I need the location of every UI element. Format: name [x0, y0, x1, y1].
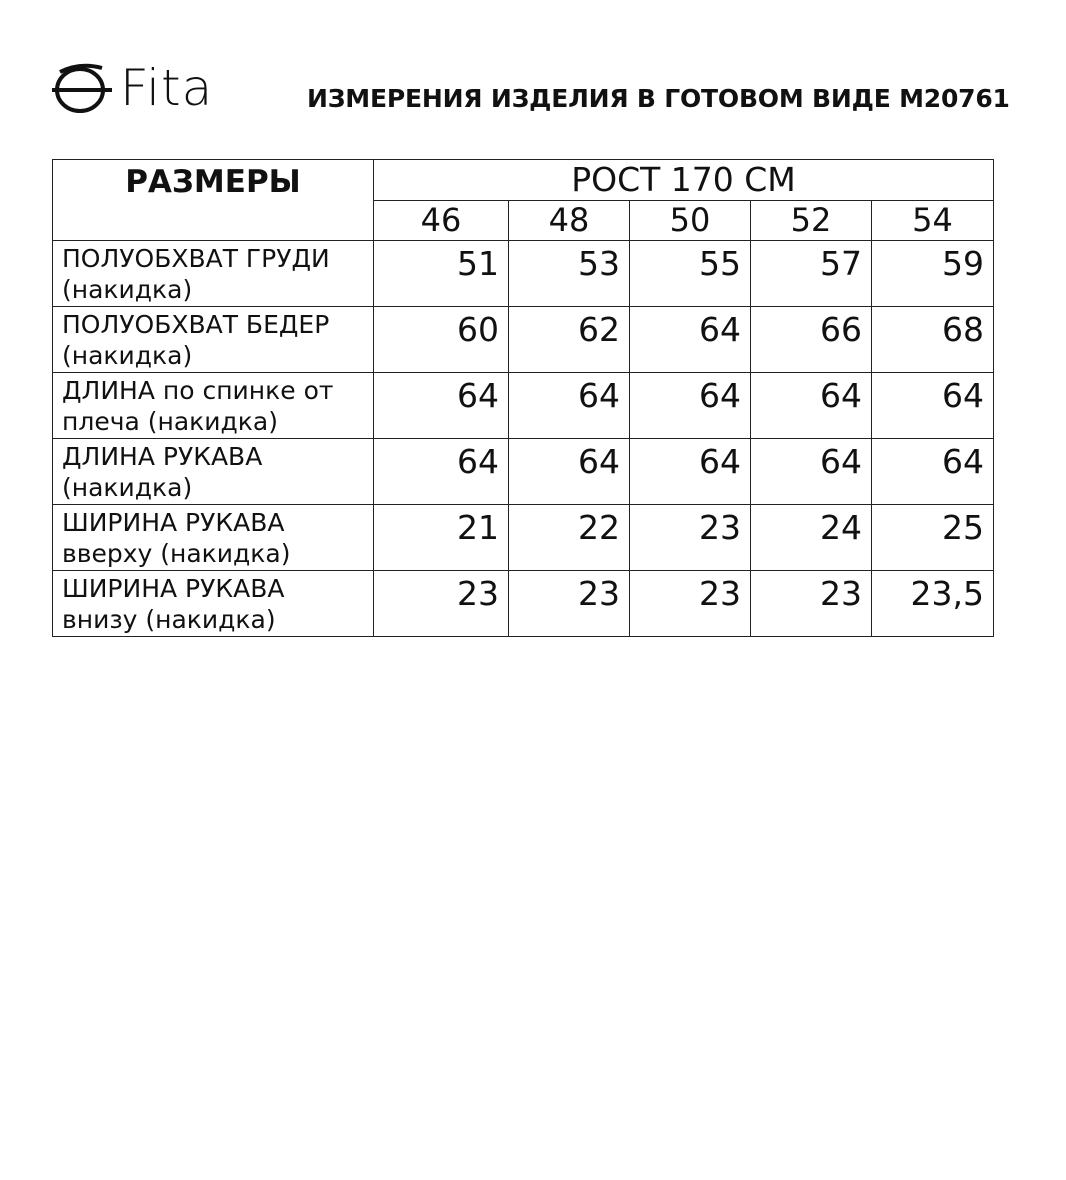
measurement-value: 64: [630, 307, 751, 373]
table-row: [53, 307, 994, 373]
size-column-header: 46: [374, 201, 509, 241]
measurement-value: 55: [630, 241, 751, 307]
measurement-value: 66: [751, 307, 872, 373]
table-row: [53, 505, 994, 571]
measurement-value: 53: [509, 241, 630, 307]
measurement-value: 64: [872, 439, 994, 505]
measurement-label: ШИРИНА РУКАВА внизу (накидка): [53, 571, 374, 637]
measurement-label: ШИРИНА РУКАВА вверху (накидка): [53, 505, 374, 571]
measurement-value: 64: [872, 373, 994, 439]
table-row: [53, 571, 994, 637]
measurement-label: ПОЛУОБХВАТ ГРУДИ (накидка): [53, 241, 374, 307]
measurement-value: 64: [751, 439, 872, 505]
measurement-value: 64: [374, 439, 509, 505]
size-column-header: 48: [509, 201, 630, 241]
table-row: [53, 241, 994, 307]
table-row: [53, 439, 994, 505]
sizes-header: РАЗМЕРЫ: [53, 160, 374, 241]
size-column-header: 50: [630, 201, 751, 241]
measurement-value: 22: [509, 505, 630, 571]
measurement-value: 59: [872, 241, 994, 307]
measurement-value: 24: [751, 505, 872, 571]
measurement-value: 57: [751, 241, 872, 307]
height-header: РОСТ 170 СМ: [374, 160, 994, 201]
measurement-label: ДЛИНА РУКАВА (накидка): [53, 439, 374, 505]
size-column-header: 52: [751, 201, 872, 241]
measurement-value: 23: [509, 571, 630, 637]
measurement-value: 64: [751, 373, 872, 439]
measurement-value: 64: [509, 439, 630, 505]
measurement-value: 23: [751, 571, 872, 637]
measurement-value: 23: [630, 571, 751, 637]
measurement-value: 64: [630, 439, 751, 505]
measurement-value: 21: [374, 505, 509, 571]
measurement-value: 25: [872, 505, 994, 571]
measurement-value: 68: [872, 307, 994, 373]
page-title: ИЗМЕРЕНИЯ ИЗДЕЛИЯ В ГОТОВОМ ВИДЕ M20761: [307, 84, 1010, 113]
measurement-value: 23: [630, 505, 751, 571]
size-column-header: 54: [872, 201, 994, 241]
measurement-value: 62: [509, 307, 630, 373]
brand-logo: [50, 58, 213, 118]
measurement-value: 64: [374, 373, 509, 439]
measurement-value: 23,5: [872, 571, 994, 637]
measurement-value: 60: [374, 307, 509, 373]
measurement-value: 23: [374, 571, 509, 637]
measurement-value: 64: [509, 373, 630, 439]
fita-logo-icon: [50, 58, 114, 118]
table-row: [53, 373, 994, 439]
table-header-row: [53, 160, 994, 201]
measurement-label: ПОЛУОБХВАТ БЕДЕР (накидка): [53, 307, 374, 373]
measurement-label: ДЛИНА по спинке от плеча (накидка): [53, 373, 374, 439]
measurement-value: 51: [374, 241, 509, 307]
logo-text: Fita: [120, 59, 214, 117]
size-chart-table: [52, 159, 994, 637]
measurement-value: 64: [630, 373, 751, 439]
